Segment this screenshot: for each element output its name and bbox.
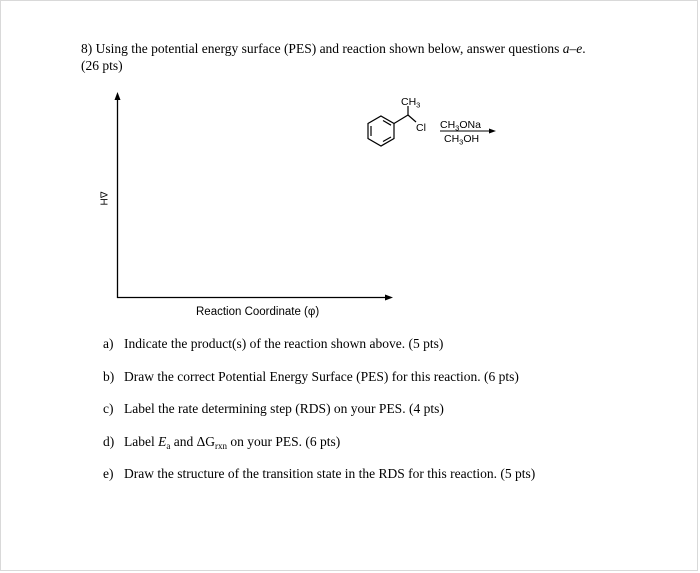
question-item-e — [103, 466, 535, 499]
question-item-c — [103, 401, 535, 434]
bond-alpha-chlorine — [408, 115, 416, 122]
question-text-prefix: Label — [124, 433, 155, 449]
x-axis-label: Reaction Coordinate (φ) — [196, 306, 320, 318]
question-text: Draw the correct Potential Energy Surface (PES) for this reaction. (6 pts) — [124, 368, 519, 384]
question-text-suffix: on your PES. (6 pts) — [230, 433, 341, 449]
question-list — [103, 336, 535, 499]
reaction-arrowhead — [489, 129, 496, 134]
dg-subscript: rxn — [215, 440, 228, 451]
benzene-ring — [368, 116, 394, 146]
question-points: (26 pts) — [81, 58, 123, 73]
question-letter: c) — [103, 401, 114, 416]
reagent-label: $CH_3ONa$ — [440, 119, 481, 133]
question-prompt: Using the potential energy surface (PES) and reaction shown below, answer questions — [95, 41, 560, 56]
question-text: Label the rate determining step (RDS) on your PES. (4 pts) — [124, 401, 444, 416]
ea-subscript: a — [166, 440, 171, 451]
y-axis-arrowhead — [115, 92, 121, 100]
question-letter: d) — [103, 433, 115, 449]
chlorine-label: Cl — [416, 122, 426, 134]
question-text: Draw the structure of the transition state in the RDS for this reaction. (5 pts) — [124, 466, 536, 481]
x-axis-arrowhead — [385, 295, 393, 301]
bond-ring-alpha — [394, 115, 408, 124]
ea-symbol: E — [158, 433, 167, 449]
dg-symbol: ΔG — [196, 433, 216, 449]
question-letter: a) — [103, 336, 114, 351]
methyl-label: $CH_3$ — [401, 96, 421, 110]
question-text: Indicate the product(s) of the reaction shown above. (5 pts) — [124, 336, 444, 351]
question-letter: e) — [103, 466, 114, 481]
question-letter: b) — [103, 368, 115, 384]
solvent-label: $CH_3OH$ — [444, 133, 480, 147]
question-item-a — [103, 336, 535, 369]
question-number: 8) — [81, 41, 93, 56]
question-item-d — [103, 434, 535, 467]
y-axis-label: ΔH — [97, 191, 109, 206]
question-conjunction: and — [173, 433, 194, 449]
question-period: . — [582, 41, 586, 56]
question-range: a–e — [562, 41, 583, 56]
question-item-b — [103, 369, 535, 402]
